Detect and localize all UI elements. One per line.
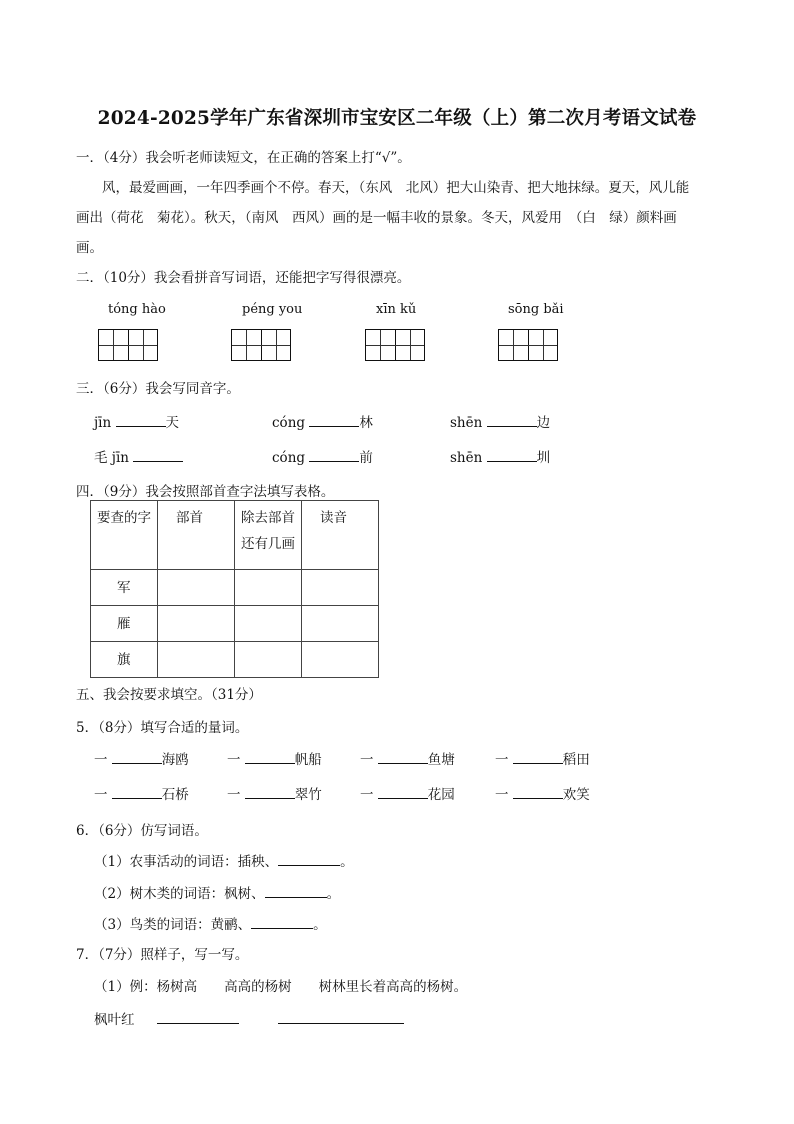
measure-noun-5: 石桥 bbox=[161, 787, 189, 803]
measure-word-item-6 bbox=[227, 783, 322, 803]
measure-prefix: 一 bbox=[360, 752, 374, 768]
q5-sub6-heading: 6．（6分）仿写词语。 bbox=[76, 823, 208, 839]
q2-pinyin-3: xīn kǔ bbox=[376, 302, 417, 317]
imitate-word-blank-2[interactable] bbox=[265, 883, 327, 898]
q3-item-6-pinyin: shēn bbox=[450, 450, 483, 466]
q5-sub5-heading: 5．（8分）填写合适的量词。 bbox=[76, 720, 249, 736]
imitate-word-blank-3[interactable] bbox=[251, 914, 313, 929]
imitate-word-item-2 bbox=[94, 882, 340, 902]
table-cell-strokes-2[interactable] bbox=[235, 606, 302, 642]
radical-lookup-table bbox=[90, 500, 379, 678]
header-pronunciation: 读音 bbox=[302, 501, 379, 570]
measure-prefix: 一 bbox=[227, 752, 241, 768]
measure-noun-1: 海鸥 bbox=[161, 752, 189, 768]
q3-item-4-blank[interactable] bbox=[133, 447, 183, 462]
measure-noun-8: 欢笑 bbox=[562, 787, 590, 803]
table-cell-radical-2[interactable] bbox=[158, 606, 235, 642]
q2-writing-grid-4[interactable] bbox=[498, 329, 558, 361]
measure-word-item-7 bbox=[360, 783, 455, 803]
measure-word-blank-5[interactable] bbox=[112, 784, 162, 799]
table-row bbox=[91, 570, 379, 606]
q2-heading: 二．（10分）我会看拼音写词语，还能把字写得很漂亮。 bbox=[76, 270, 411, 286]
header-radical: 部首 bbox=[158, 501, 235, 570]
q5-sub7-prompt-word: 枫叶红 bbox=[94, 1012, 135, 1028]
measure-word-blank-2[interactable] bbox=[245, 749, 295, 764]
imitate-word-end-3: 。 bbox=[313, 917, 327, 933]
q3-item-5-pinyin: cóng bbox=[272, 450, 306, 466]
measure-word-blank-6[interactable] bbox=[245, 784, 295, 799]
imitate-word-item-3 bbox=[94, 913, 327, 933]
q1-passage-line-3: 画。 bbox=[76, 240, 103, 256]
imitate-word-prompt-1: （1）农事活动的词语：插秧、 bbox=[94, 854, 279, 870]
measure-prefix: 一 bbox=[495, 752, 509, 768]
measure-word-item-3 bbox=[360, 748, 455, 768]
header-char: 要查的字 bbox=[91, 501, 158, 570]
measure-prefix: 一 bbox=[360, 787, 374, 803]
measure-noun-6: 翠竹 bbox=[294, 787, 322, 803]
q3-item-3-after: 边 bbox=[536, 415, 551, 431]
measure-prefix: 一 bbox=[227, 787, 241, 803]
q1-passage-line-2: 画出（荷花 菊花）。秋天，（南风 西风）画的是一幅丰收的景象。冬天，风爱用 （白 绿）颜料画 bbox=[76, 210, 677, 226]
q2-pinyin-4: sōng bǎi bbox=[508, 302, 564, 317]
table-cell-pronunciation-3[interactable] bbox=[302, 642, 379, 678]
q3-item-5 bbox=[272, 446, 373, 466]
q3-item-3-pinyin: shēn bbox=[450, 415, 483, 431]
q4-heading: 四．（9分）我会按照部首查字法填写表格。 bbox=[76, 484, 335, 500]
table-char-1: 军 bbox=[91, 570, 158, 606]
imitate-word-prompt-3: （3）鸟类的词语：黄鹂、 bbox=[94, 917, 252, 933]
table-cell-radical-1[interactable] bbox=[158, 570, 235, 606]
q3-item-1-after: 天 bbox=[165, 415, 179, 431]
q3-item-5-blank[interactable] bbox=[309, 447, 359, 462]
q3-item-6 bbox=[450, 446, 550, 466]
table-char-3: 旗 bbox=[91, 642, 158, 678]
measure-word-item-5 bbox=[94, 783, 189, 803]
q5-sub7-blank-1[interactable] bbox=[157, 1009, 239, 1024]
q3-item-4-pinyin: jīn bbox=[111, 450, 129, 466]
q5-sub7-heading: 7．（7分）照样子，写一写。 bbox=[76, 947, 249, 963]
header-strokes-line-2: 还有几画 bbox=[241, 536, 295, 552]
table-cell-strokes-1[interactable] bbox=[235, 570, 302, 606]
q3-item-5-after: 前 bbox=[359, 450, 373, 466]
header-strokes bbox=[235, 501, 302, 570]
q2-writing-grid-1[interactable] bbox=[98, 329, 158, 361]
table-cell-strokes-3[interactable] bbox=[235, 642, 302, 678]
measure-word-blank-1[interactable] bbox=[112, 749, 162, 764]
imitate-word-blank-1[interactable] bbox=[278, 851, 340, 866]
measure-prefix: 一 bbox=[495, 787, 509, 803]
measure-word-item-8 bbox=[495, 783, 590, 803]
q3-item-2-after: 林 bbox=[359, 415, 373, 431]
q3-item-4 bbox=[94, 446, 183, 466]
table-cell-pronunciation-2[interactable] bbox=[302, 606, 379, 642]
q3-item-3-blank[interactable] bbox=[487, 412, 537, 427]
q3-item-2 bbox=[272, 411, 373, 431]
page-title: 2024-2025学年广东省深圳市宝安区二年级（上）第二次月考语文试卷 bbox=[97, 108, 697, 129]
q3-item-1 bbox=[94, 411, 179, 431]
measure-noun-2: 帆船 bbox=[294, 752, 322, 768]
table-header-row bbox=[91, 501, 379, 570]
q3-item-6-after: 圳 bbox=[536, 450, 551, 466]
q1-passage-line-1: 风，最爱画画，一年四季画个不停。春天，（东风 北风）把大山染青、把大地抹绿。夏天，风儿能 bbox=[102, 180, 690, 196]
q3-item-4-before: 毛 bbox=[94, 450, 108, 466]
measure-prefix: 一 bbox=[94, 787, 108, 803]
measure-word-blank-7[interactable] bbox=[378, 784, 428, 799]
measure-noun-4: 稻田 bbox=[562, 752, 590, 768]
q2-writing-grid-2[interactable] bbox=[231, 329, 291, 361]
header-strokes-line-1: 除去部首 bbox=[241, 510, 295, 526]
q3-heading: 三．（6分）我会写同音字。 bbox=[76, 381, 240, 397]
q3-item-1-pinyin: jīn bbox=[94, 415, 112, 431]
imitate-word-end-2: 。 bbox=[326, 886, 341, 902]
measure-word-item-4 bbox=[495, 748, 590, 768]
table-cell-radical-3[interactable] bbox=[158, 642, 235, 678]
q5-sub7-example: （1）例：杨树高 高高的杨树 树林里长着高高的杨树。 bbox=[94, 979, 468, 995]
q3-item-2-blank[interactable] bbox=[309, 412, 359, 427]
q2-writing-grid-3[interactable] bbox=[365, 329, 425, 361]
measure-noun-3: 鱼塘 bbox=[427, 752, 455, 768]
q2-pinyin-1: tóng hào bbox=[108, 302, 166, 317]
q3-item-1-blank[interactable] bbox=[116, 412, 166, 427]
measure-word-blank-3[interactable] bbox=[378, 749, 428, 764]
measure-prefix: 一 bbox=[94, 752, 108, 768]
imitate-word-end-1: 。 bbox=[340, 854, 354, 870]
measure-word-blank-4[interactable] bbox=[513, 749, 563, 764]
q5-heading: 五、我会按要求填空。（31分） bbox=[76, 687, 262, 703]
table-cell-pronunciation-1[interactable] bbox=[302, 570, 379, 606]
measure-word-item-2 bbox=[227, 748, 322, 768]
q3-item-2-pinyin: cóng bbox=[272, 415, 306, 431]
q5-sub7-blank-2[interactable] bbox=[278, 1009, 404, 1024]
q5-sub7-prompt bbox=[94, 1008, 404, 1028]
measure-word-blank-8[interactable] bbox=[513, 784, 563, 799]
q1-heading: 一．（4分）我会听老师读短文，在正确的答案上打“√”。 bbox=[76, 150, 411, 166]
table-row bbox=[91, 606, 379, 642]
measure-noun-7: 花园 bbox=[427, 787, 455, 803]
table-char-2: 雁 bbox=[91, 606, 158, 642]
q3-item-6-blank[interactable] bbox=[487, 447, 537, 462]
q2-pinyin-2: péng you bbox=[242, 302, 303, 317]
q3-item-3 bbox=[450, 411, 550, 431]
imitate-word-item-1 bbox=[94, 850, 354, 870]
measure-word-item-1 bbox=[94, 748, 189, 768]
imitate-word-prompt-2: （2）树木类的词语：枫树、 bbox=[94, 886, 265, 902]
table-row bbox=[91, 642, 379, 678]
